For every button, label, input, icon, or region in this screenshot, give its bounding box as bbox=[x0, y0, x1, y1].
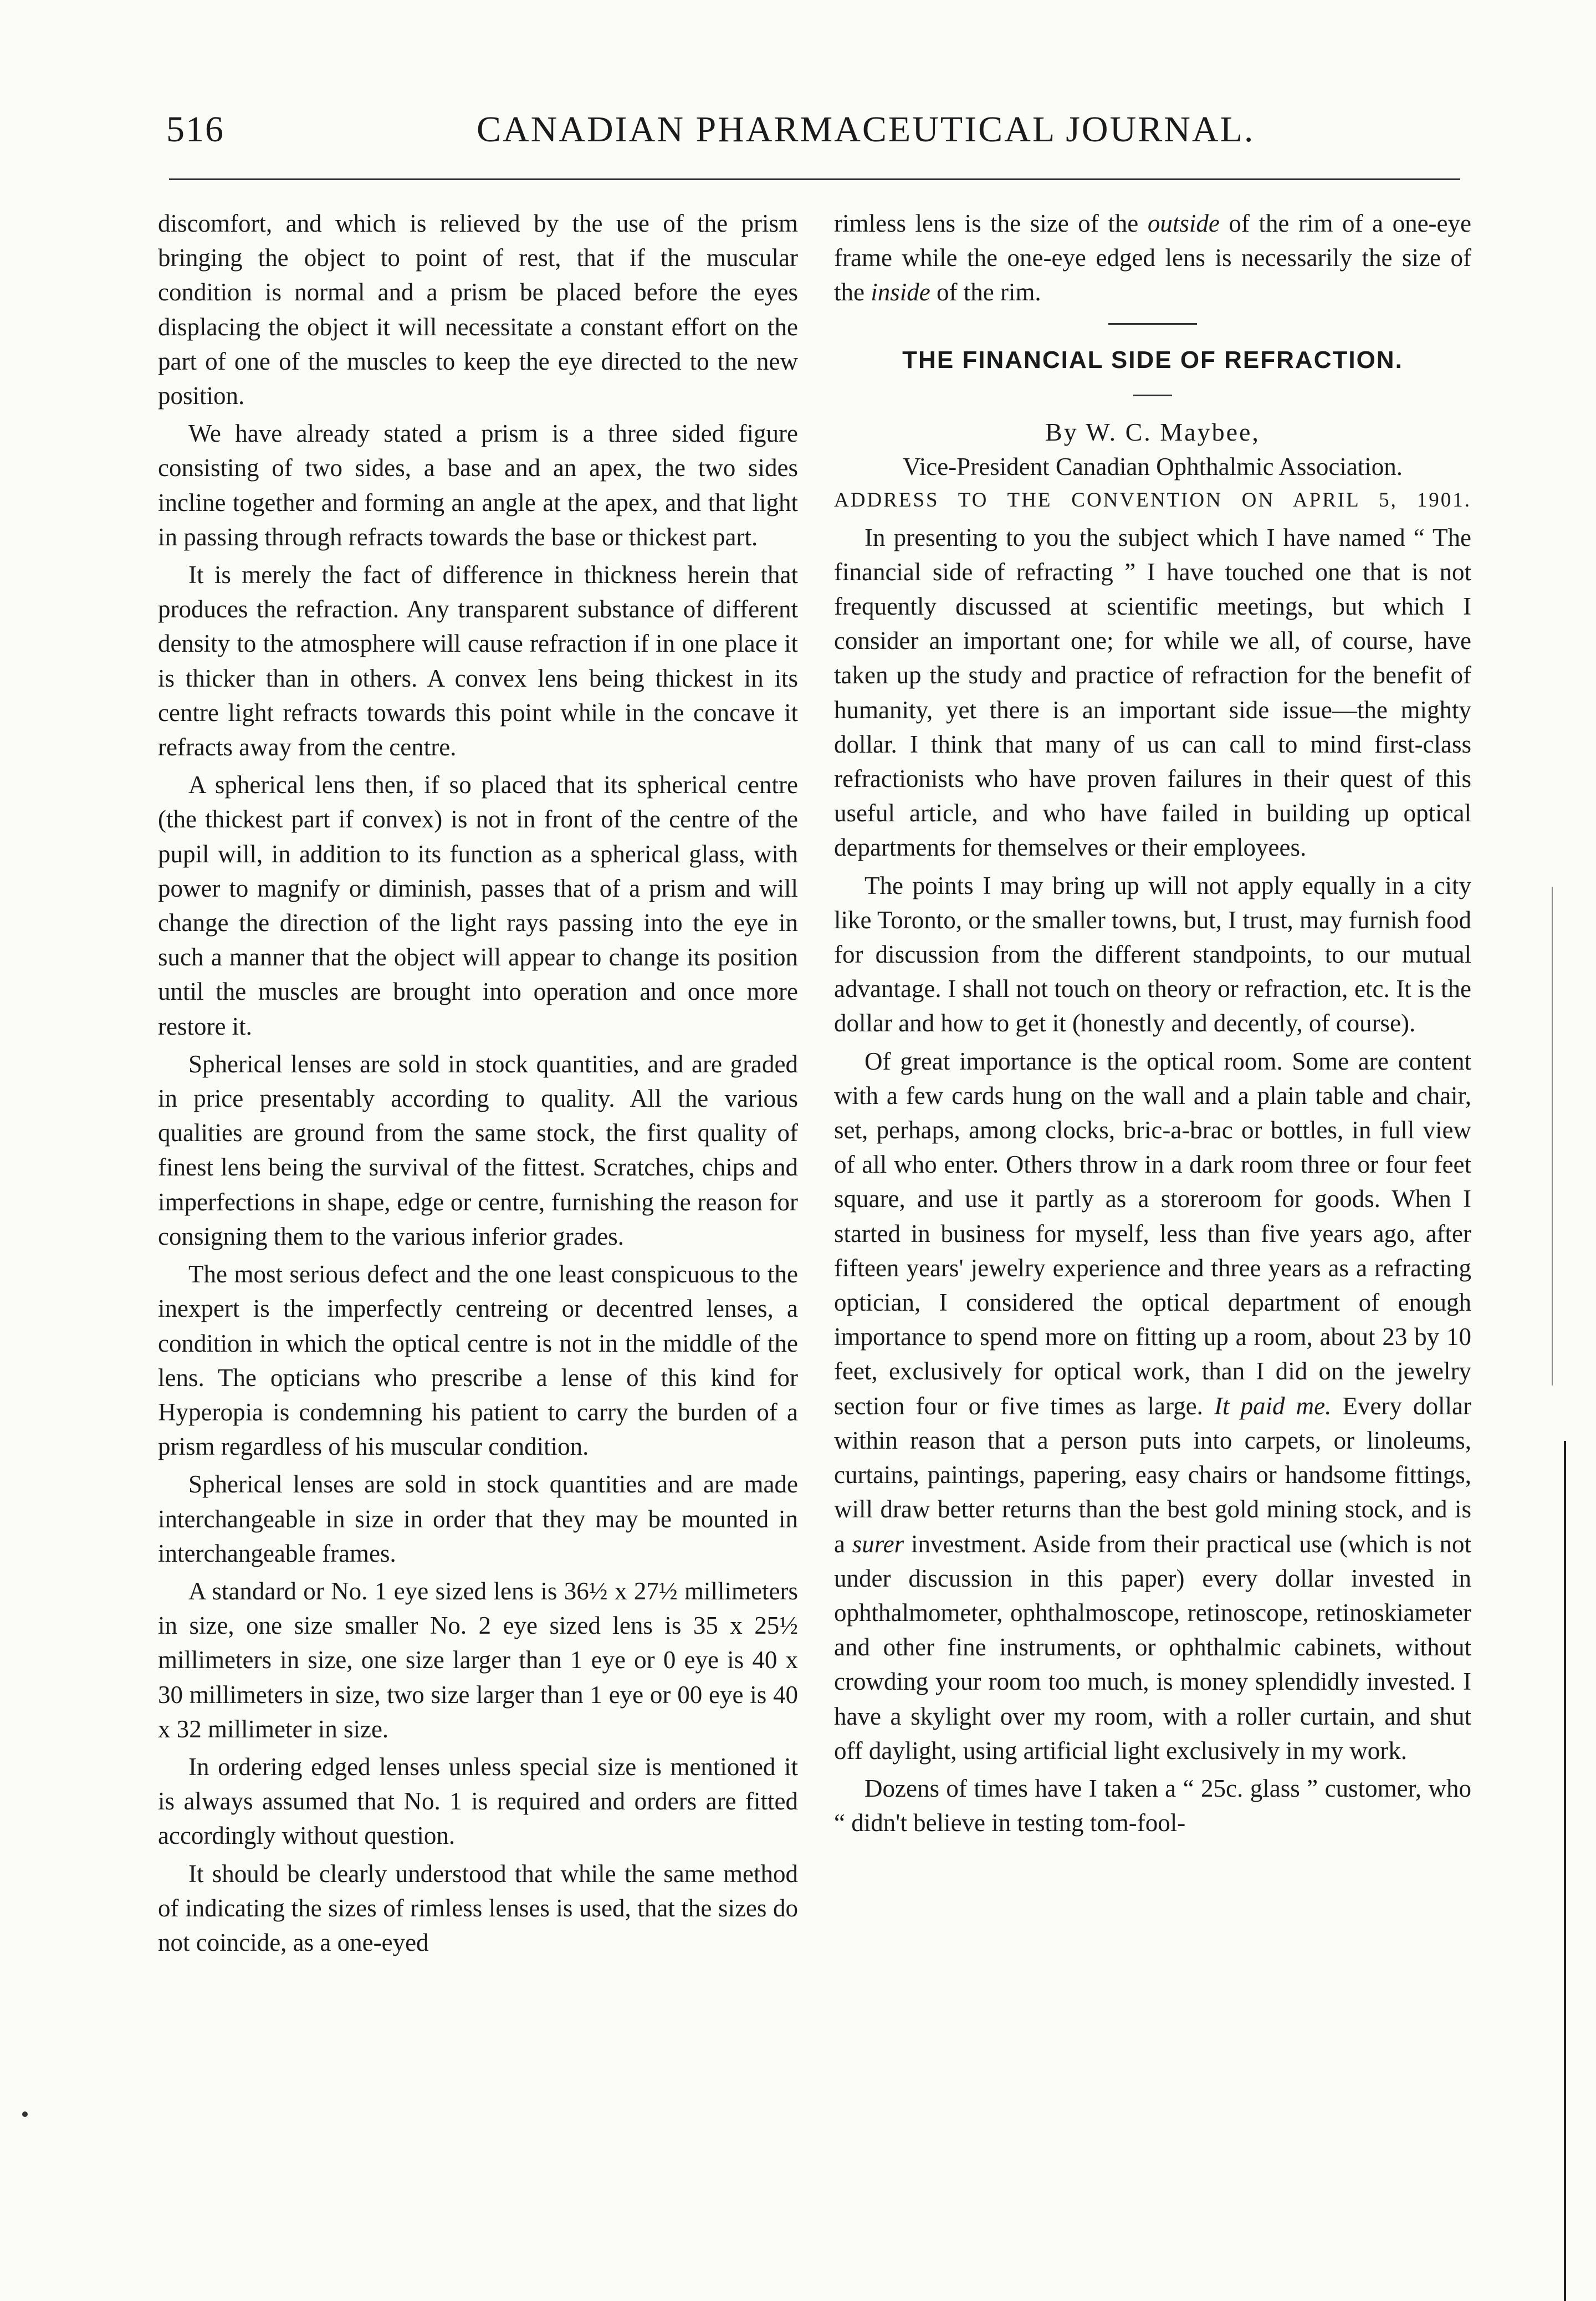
paragraph: We have already stated a prism is a three sided figure consisting of two sides, a base and an apex, the two sides incline together and forming an angle at the apex, and that light in passing through refracts towards the base or thickest part. bbox=[158, 420, 798, 551]
emphasis-outside: outside bbox=[1147, 209, 1220, 237]
page-edge-line-faint bbox=[1552, 887, 1553, 1385]
text-segment: Every dollar within reason that a person puts into carpets, or linoleums, curtains, paintings, papering, easy chairs or handsome fittings, will draw better returns than the best gold mining stock, and is a bbox=[834, 1392, 1471, 1558]
paragraph: A spherical lens then, if so placed that its spherical centre (the thickest part if convex) is not in front of the centre of the pupil will, in addition to its function as a spherical glass, with power to magnify or diminish, passes that of a prism and will change the direction of the light rays passing into the eye in such a manner that the object will appear to change its position until the muscles are brought into operation and once more restore it. bbox=[158, 771, 798, 1040]
optical-room-paragraph bbox=[834, 1044, 1471, 1768]
title-divider bbox=[1133, 395, 1172, 396]
emphasis-surer: surer bbox=[852, 1530, 904, 1558]
section-divider bbox=[1108, 323, 1197, 325]
text-segment: of the rim of a one-eye frame while the one-eye edged lens is necessarily the size of the bbox=[834, 209, 1471, 306]
byline: By W. C. Maybee, bbox=[1045, 417, 1260, 446]
paragraph: Spherical lenses are sold in stock quantities, and are graded in price presentably according to quality. All the various qualities are ground from the same stock, the first quality of finest lens being the survival of the fittest. Scratches, chips and imperfections in shape, edge or centre, furnishing the reason for consigning them to the various inferior grades. bbox=[158, 1050, 798, 1250]
page-number: 516 bbox=[166, 109, 224, 150]
left-column bbox=[158, 206, 798, 1960]
paragraph: Dozens of times have I taken a “ 25c. glass ” customer, who “ didn't believe in testing tom-fool- bbox=[834, 1774, 1471, 1837]
emphasis-it-paid: It paid me. bbox=[1214, 1392, 1332, 1420]
article-title: THE FINANCIAL SIDE OF REFRACTION. bbox=[902, 346, 1403, 374]
paragraph: It should be clearly understood that while the same method of indicating the sizes of rimless lenses is used, that the sizes do not coincide, as a one-eyed bbox=[158, 1859, 798, 1956]
text-segment: Of great importance is the optical room. Some are content with a few cards hung on the wall and a plain table and chair, set, perhaps, among clocks, bric-a-brac or bottles, in full view of all who enter. Others throw in a dark room three or four feet square, and use it partly as a storeroom for goods. When I started in business for myself, less than five years ago, after fifteen years' jewelry experience and three years as a refracting optician, I considered the optical department of enough importance to spend more on fitting up a room, about 23 by 10 feet, exclusively for optical work, than I did on the jewelry section four or five times as large. bbox=[834, 1047, 1471, 1420]
text-segment: of the rim. bbox=[930, 278, 1041, 306]
margin-dot bbox=[22, 2111, 28, 2117]
continuation-paragraph bbox=[834, 206, 1471, 310]
author-title: Vice-President Canadian Ophthalmic Association. bbox=[902, 452, 1403, 480]
paragraph: The most serious defect and the one least conspicuous to the inexpert is the imperfectly centreing or decentred lenses, a condition in which the optical centre is not in the middle of the lens. The opticians who prescribe a lense of this kind for Hyperopia is condemning his patient to carry the burden of a prism regardless of his muscular condition. bbox=[158, 1260, 798, 1461]
paragraph: It is merely the fact of difference in thickness herein that produces the refraction. Any transparent substance of different density to the atmosphere will cause refraction if in one place it is thicker than in others. A convex lens being thickest in its centre light refracts towards this point while in the concave it refracts away from the centre. bbox=[158, 561, 798, 761]
paragraph: discomfort, and which is relieved by the use of the prism bringing the object to point of rest, that if the muscular condition is normal and a prism be placed before the eyes displacing the object it will necessitate a constant effort on the part of one of the muscles to keep the eye directed to the new position. bbox=[158, 209, 798, 410]
right-column bbox=[834, 206, 1471, 1840]
paragraph: A standard or No. 1 eye sized lens is 36½ x 27½ millimeters in size, one size smaller No. 2 eye sized lens is 35 x 25½ millimeters in size, one size larger than 1 eye or 0 eye is 40 x 30 millimeters in size, two size larger than 1 eye or 00 eye is 40 x 32 millimeter in size. bbox=[158, 1577, 798, 1743]
paragraph: In ordering edged lenses unless special size is mentioned it is always assumed that No. 1 is required and orders are fitted accordingly without question. bbox=[158, 1752, 798, 1850]
journal-title: CANADIAN PHARMACEUTICAL JOURNAL. bbox=[477, 109, 1255, 150]
page-edge-line bbox=[1564, 1441, 1566, 2301]
paragraph: In presenting to you the subject which I have named “ The financial side of refracting ” I have touched one that is not frequently discussed at scientific meetings, but which I consider an important one; for while we all, of course, have taken up the study and practice of refraction for the benefit of humanity, yet there is an important side issue—the mighty dollar. I think that many of us can call to mind first-class refractionists who have proven failures in their quest of this useful article, and who have failed in building up optical departments for themselves or their employees. bbox=[834, 523, 1471, 862]
text-segment: investment. Aside from their practical use (which is not under discussion in this paper) every dollar invested in ophthalmometer, ophthalmoscope, retinoscope, retinoskiameter and other fine instruments, or ophthalmic cabinets, without crowding your room too much, is money splendidly invested. I have a skylight over my room, with a roller curtain, and shut off daylight, using artificial light exclusively in my work. bbox=[834, 1530, 1471, 1765]
paragraph: The points I may bring up will not apply equally in a city like Toronto, or the smaller towns, but, I trust, may furnish food for discussion from the different standpoints, to our mutual advantage. I shall not touch on theory or refraction, etc. It is the dollar and how to get it (honestly and decently, of course). bbox=[834, 871, 1471, 1037]
header-rule bbox=[169, 178, 1460, 180]
paragraph: Spherical lenses are sold in stock quantities and are made interchangeable in size in order that they may be mounted in interchangeable frames. bbox=[158, 1470, 798, 1567]
emphasis-inside: inside bbox=[871, 278, 930, 306]
address-line: ADDRESS TO THE CONVENTION ON APRIL 5, 1901. bbox=[834, 488, 1471, 512]
text-segment: rimless lens is the size of the bbox=[834, 209, 1148, 237]
